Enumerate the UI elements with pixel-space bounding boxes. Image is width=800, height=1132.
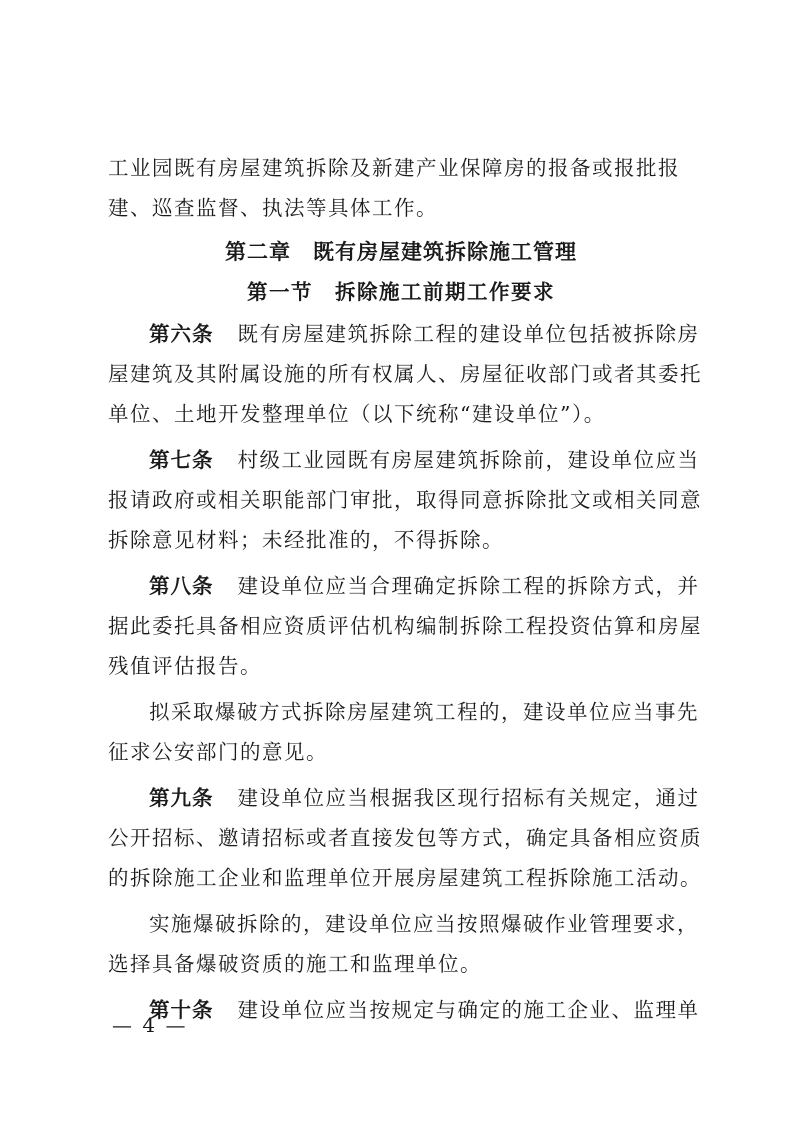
page-number: — 4 — bbox=[112, 1013, 188, 1037]
article-8-first-line bbox=[108, 566, 700, 606]
body-line: 报请政府或相关职能部门审批，取得同意拆除批文或相关同意 bbox=[108, 488, 702, 512]
body-line: 据此委托具备相应资质评估机构编制拆除工程投资估算和房屋 bbox=[108, 614, 702, 638]
body-line: 屋建筑及其附属设施的所有权属人、房屋征收部门或者其委托 bbox=[108, 362, 702, 386]
body-line: 残值评估报告。 bbox=[108, 654, 262, 678]
body-line: 的拆除施工企业和监理单位开展房屋建筑工程拆除施工活动。 bbox=[108, 866, 702, 890]
article-6-first-line bbox=[108, 314, 700, 354]
article-label: 第九条 bbox=[149, 786, 214, 810]
section-title: 第一节 拆除施工前期工作要求 bbox=[247, 280, 555, 304]
article-text: 建设单位应当根据我区现行招标有关规定，通过 bbox=[237, 786, 700, 810]
article-9-first-line bbox=[108, 778, 700, 818]
document-body bbox=[108, 148, 702, 1030]
body-line: 公开招标、邀请招标或者直接发包等方式，确定具备相应资质 bbox=[108, 826, 702, 850]
article-label: 第十条 bbox=[149, 998, 214, 1022]
article-label: 第七条 bbox=[149, 448, 214, 472]
body-paragraph-first-line: 实施爆破拆除的，建设单位应当按照爆破作业管理要求， bbox=[149, 912, 699, 936]
chapter-title: 第二章 既有房屋建筑拆除施工管理 bbox=[225, 240, 577, 264]
body-paragraph-first-line: 拟采取爆破方式拆除房屋建筑工程的，建设单位应当事先 bbox=[149, 700, 699, 724]
article-10-first-line bbox=[108, 990, 700, 1030]
article-text: 既有房屋建筑拆除工程的建设单位包括被拆除房 bbox=[237, 322, 700, 346]
article-text: 建设单位应当合理确定拆除工程的拆除方式，并 bbox=[237, 574, 700, 598]
body-line: 选择具备爆破资质的施工和监理单位。 bbox=[108, 952, 482, 976]
body-line: 工业园既有房屋建筑拆除及新建产业保障房的报备或报批报 bbox=[108, 156, 680, 180]
article-text: 建设单位应当按规定与确定的施工企业、监理单 bbox=[237, 998, 700, 1022]
article-label: 第八条 bbox=[149, 574, 214, 598]
article-label: 第六条 bbox=[149, 322, 214, 346]
body-line: 拆除意见材料；未经批准的，不得拆除。 bbox=[108, 528, 504, 552]
body-line: 征求公安部门的意见。 bbox=[108, 740, 328, 764]
body-line: 单位、土地开发整理单位（以下统称“建设单位”）。 bbox=[108, 402, 606, 426]
article-7-first-line bbox=[108, 440, 700, 480]
body-line: 建、巡查监督、执法等具体工作。 bbox=[108, 196, 438, 220]
article-text: 村级工业园既有房屋建筑拆除前，建设单位应当 bbox=[237, 448, 700, 472]
